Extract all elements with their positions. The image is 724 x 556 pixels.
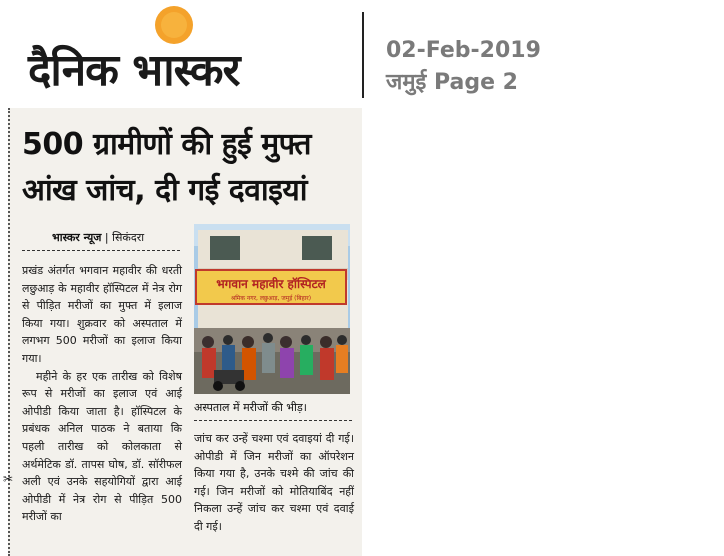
article-headline — [22, 122, 362, 214]
byline: भास्कर न्यूज | सिकंदरा — [52, 231, 145, 244]
photo-caption: अस्पताल में मरीजों की भीड़। — [194, 401, 307, 414]
brand-logo[interactable]: दैनिक भास्कर — [28, 45, 240, 96]
paragraph-2: महीने के हर एक तारीख को विशेष रूप से मरीजों का इलाज एवं आई ओपीडी किया जाता है। हॉस्पिटल के प्रबंधक अनिल पाठक ने बताया कि पहली तारीख को कोलकाता से अर्थमेटिक डॉ. तापस घोष, डॉ. सॉरीफल अली एवं उनके सहयोगियों द्वारा आई ओपीडी में नेत्र रोग से पीड़ित 500 मरीजों का — [22, 369, 182, 524]
photo-sign-text: भगवान महावीर हॉस्पिटल — [216, 277, 326, 291]
edition-page: जमुई Page 2 — [386, 70, 518, 95]
byline-place: सिकंदरा — [112, 231, 145, 244]
header-divider — [362, 12, 364, 98]
article-column-left — [22, 262, 182, 526]
byline-source: भास्कर न्यूज — [52, 231, 102, 244]
cut-line — [8, 108, 10, 556]
paragraph-3: जांच कर उन्हें चश्मा एवं दवाइयां दी गई। ओपीडी में जिन मरीजों का ऑपरेशन किया गया है, उनके चश्मे की जांच की गई। जिन मरीजों को मोतियाबिंद नहीं निकला उन्हें जांच कर चश्मा एवं दवाई दी गई। — [194, 432, 354, 533]
sun-icon — [148, 2, 200, 48]
photo-sign-subtext: श्रमिक नगर, लछुआड़, जमुई (बिहार) — [230, 295, 312, 302]
headline-line-1: 500 ग्रामीणों की हुई मुफ्त — [22, 127, 311, 162]
headline-line-2: आंख जांच, दी गई दवाइयां — [22, 173, 308, 208]
scissors-icon: ✂ — [3, 472, 14, 486]
byline-divider — [22, 250, 180, 251]
edition-date: 02-Feb-2019 — [386, 38, 541, 63]
caption-divider — [194, 420, 352, 421]
paragraph-1: प्रखंड अंतर्गत भगवान महावीर की धरती लछुआड़ के महावीर हॉस्पिटल में नेत्र रोग से पीड़ित मरीजों का मुफ्त में इलाज किया गया। शुक्रवार को अस्पताल में लगभग 500 मरीजों का इलाज किया गया। — [22, 264, 182, 365]
hospital-photo — [194, 224, 350, 394]
article-column-right — [194, 430, 354, 536]
